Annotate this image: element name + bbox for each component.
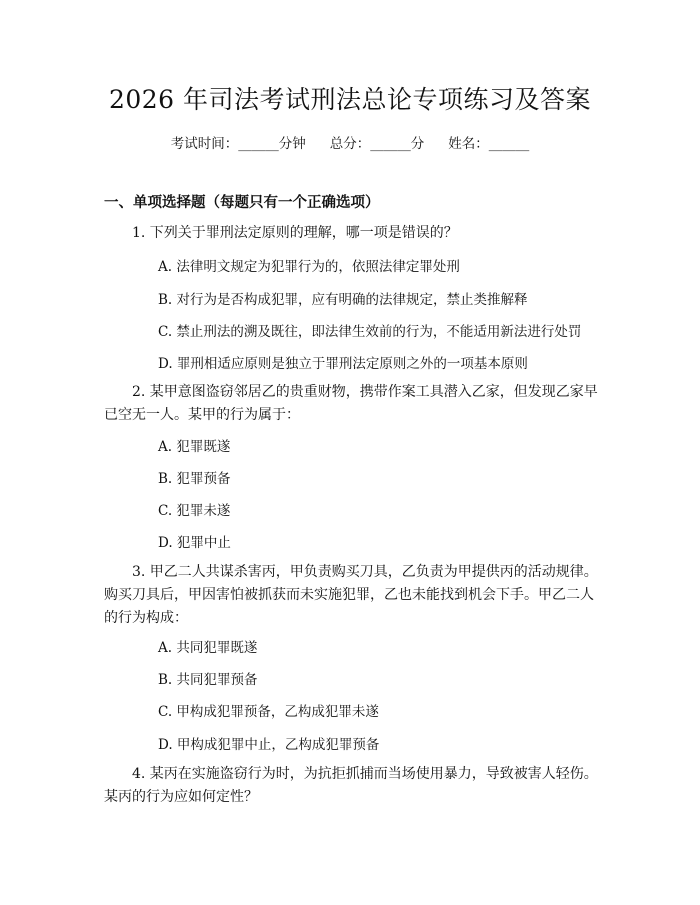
q3-option-a: A. 共同犯罪既遂 <box>158 640 258 656</box>
student-name: 姓名：______ <box>448 136 530 152</box>
page-title: 2026 年司法考试刑法总论专项练习及答案 <box>108 85 592 114</box>
question-4: 4. 某丙在实施盗窃行为时，为抗拒抓捕而当场使用暴力，导致被害人轻伤。某丙的行为应如何定性？ <box>104 766 598 805</box>
question-3: 3. 甲乙二人共谋杀害丙，甲负责购买刀具，乙负责为甲提供丙的活动规律。购买刀具后，甲因害怕被抓获而未实施犯罪，乙也未能找到机会下手。甲乙二人的行为构成： <box>104 564 598 626</box>
q1-option-d: D. 罪刑相适应原则是独立于罪刑法定原则之外的一项基本原则 <box>158 356 528 372</box>
q2-option-c: C. 犯罪未遂 <box>158 503 231 519</box>
q2-option-b: B. 犯罪预备 <box>158 471 231 487</box>
q2-option-a: A. 犯罪既遂 <box>158 439 231 455</box>
question-1: 1. 下列关于罪刑法定原则的理解，哪一项是错误的？ <box>132 225 458 241</box>
q3-option-b: B. 共同犯罪预备 <box>158 672 258 688</box>
q3-option-d: D. 甲构成犯罪中止，乙构成犯罪预备 <box>158 737 380 753</box>
exam-time: 考试时间：______分钟 <box>170 136 306 152</box>
question-2: 2. 某甲意图盗窃邻居乙的贵重财物，携带作案工具潜入乙家，但发现乙家早已空无一人。某甲的行为属于： <box>104 384 598 423</box>
q3-option-c: C. 甲构成犯罪预备，乙构成犯罪未遂 <box>158 704 379 720</box>
exam-info <box>0 132 700 152</box>
q2-option-d: D. 犯罪中止 <box>158 535 231 551</box>
q1-option-b: B. 对行为是否构成犯罪，应有明确的法律规定，禁止类推解释 <box>158 292 528 308</box>
total-score: 总分：______分 <box>329 136 425 152</box>
q1-option-c: C. 禁止刑法的溯及既往，即法律生效前的行为，不能适用新法进行处罚 <box>158 324 582 340</box>
q1-option-a: A. 法律明文规定为犯罪行为的，依照法律定罪处刑 <box>158 259 460 275</box>
section-heading: 一、单项选择题（每题只有一个正确选项） <box>104 194 380 211</box>
